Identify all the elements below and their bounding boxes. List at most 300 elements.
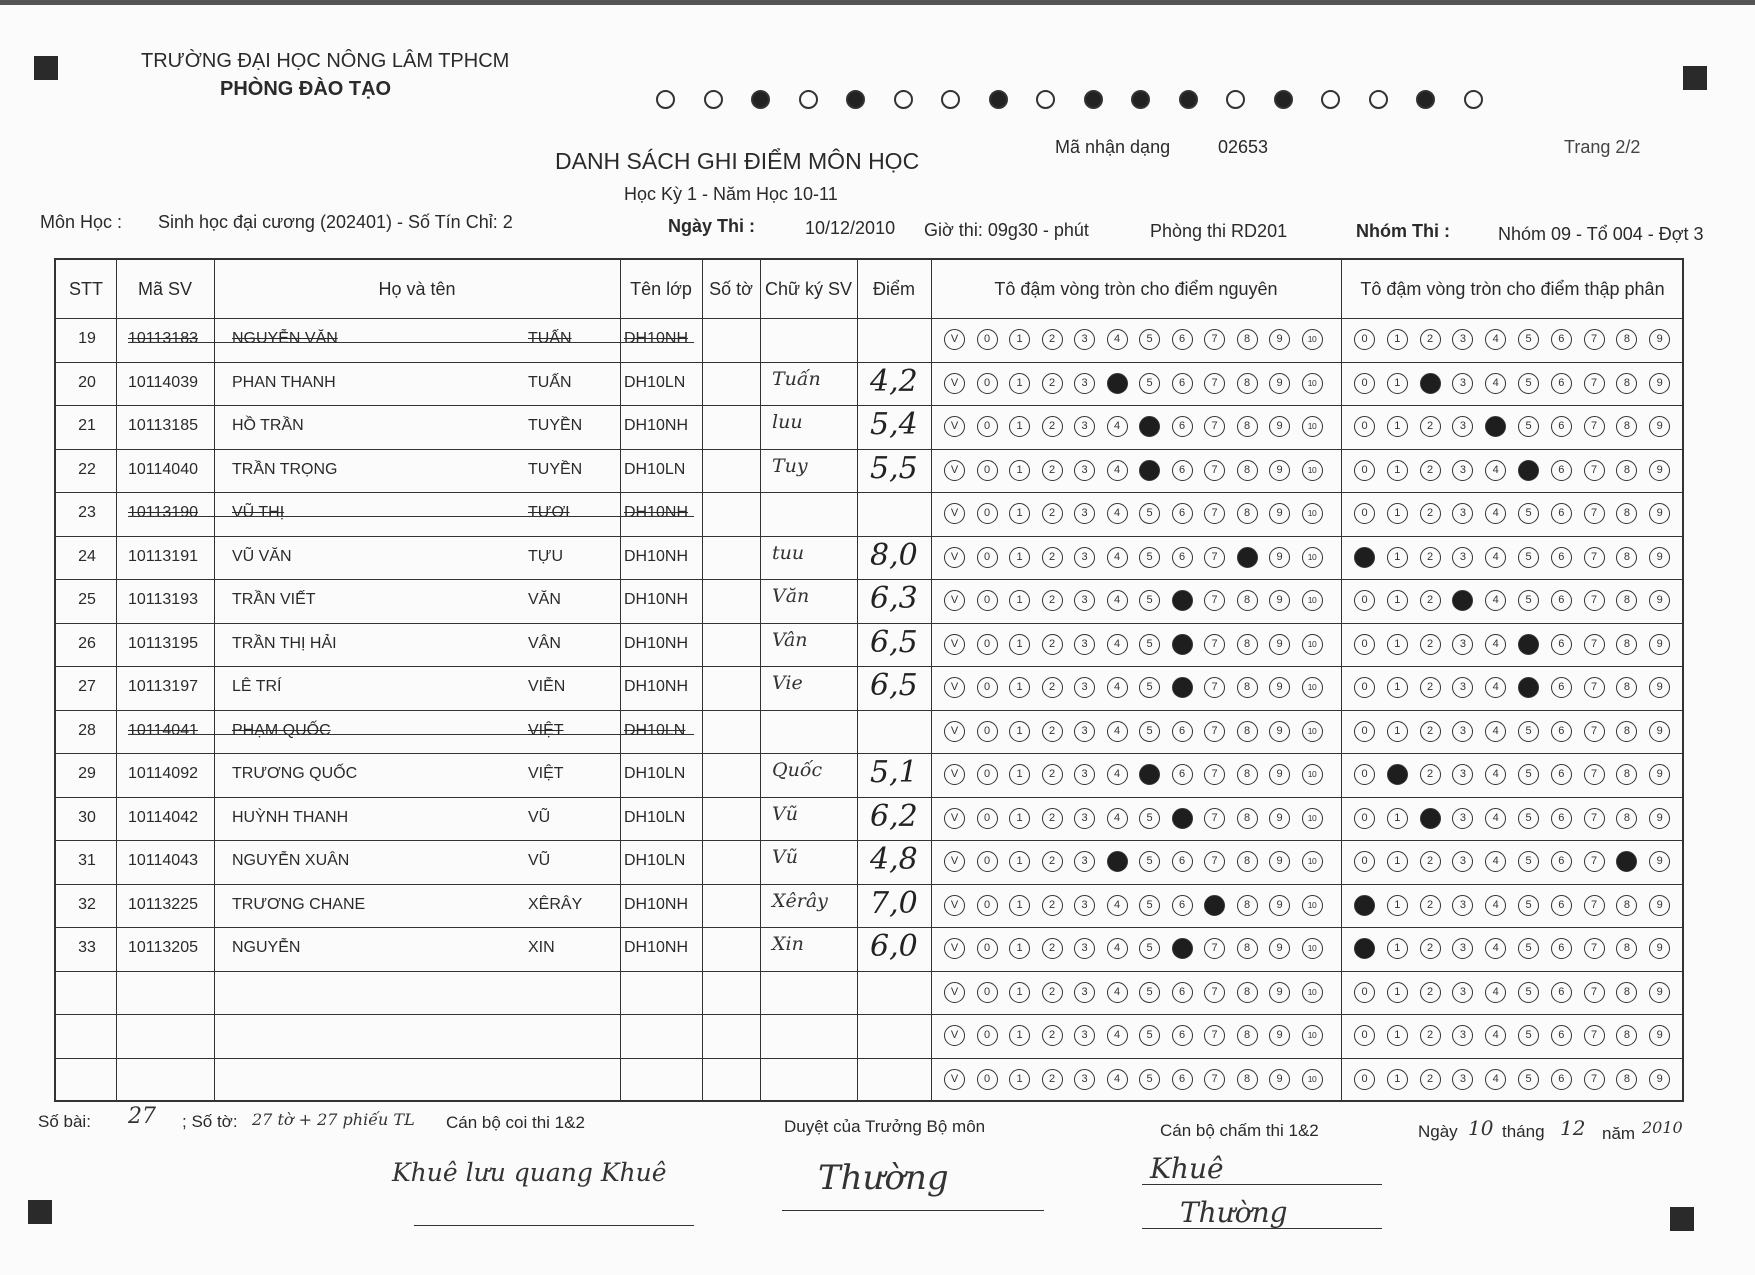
- integer-bubble[interactable]: 4: [1107, 721, 1128, 742]
- decimal-bubble[interactable]: 8: [1616, 1069, 1637, 1090]
- decimal-bubble[interactable]: 5: [1518, 982, 1539, 1003]
- integer-bubble[interactable]: 9: [1269, 808, 1290, 829]
- integer-bubble[interactable]: 0: [977, 808, 998, 829]
- decimal-bubble[interactable]: 8: [1616, 938, 1637, 959]
- integer-bubble[interactable]: 9: [1269, 851, 1290, 872]
- decimal-bubble[interactable]: 4: [1485, 764, 1506, 785]
- decimal-bubble[interactable]: 8: [1616, 634, 1637, 655]
- decimal-bubble[interactable]: 7: [1584, 677, 1605, 698]
- decimal-bubble[interactable]: 3: [1452, 677, 1473, 698]
- integer-bubble[interactable]: V: [944, 634, 965, 655]
- integer-bubble[interactable]: 1: [1009, 1025, 1030, 1046]
- integer-bubble[interactable]: 1: [1009, 373, 1030, 394]
- integer-bubble[interactable]: 7: [1204, 677, 1225, 698]
- integer-bubble[interactable]: 1: [1009, 329, 1030, 350]
- integer-bubble[interactable]: 0: [977, 503, 998, 524]
- decimal-bubble[interactable]: 5: [1518, 851, 1539, 872]
- decimal-bubble[interactable]: 2: [1420, 503, 1441, 524]
- decimal-bubble[interactable]: 3: [1452, 764, 1473, 785]
- decimal-bubble[interactable]: 8: [1616, 808, 1637, 829]
- integer-bubble[interactable]: 9: [1269, 547, 1290, 568]
- decimal-bubble[interactable]: 2: [1420, 851, 1441, 872]
- decimal-bubble[interactable]: 1: [1387, 764, 1408, 785]
- integer-bubble[interactable]: 4: [1107, 851, 1128, 872]
- integer-bubble[interactable]: 2: [1042, 503, 1063, 524]
- integer-bubble[interactable]: 6: [1172, 329, 1193, 350]
- integer-bubble[interactable]: 8: [1237, 982, 1258, 1003]
- decimal-bubble[interactable]: 1: [1387, 634, 1408, 655]
- integer-bubble[interactable]: V: [944, 547, 965, 568]
- integer-bubble[interactable]: 8: [1237, 1025, 1258, 1046]
- decimal-bubble[interactable]: 2: [1420, 416, 1441, 437]
- decimal-bubble[interactable]: 6: [1551, 982, 1572, 1003]
- integer-bubble[interactable]: V: [944, 677, 965, 698]
- decimal-bubble[interactable]: 0: [1354, 851, 1375, 872]
- integer-bubble[interactable]: 8: [1237, 503, 1258, 524]
- integer-bubble[interactable]: V: [944, 808, 965, 829]
- integer-bubble[interactable]: 3: [1074, 764, 1095, 785]
- integer-bubble[interactable]: 0: [977, 547, 998, 568]
- decimal-bubble[interactable]: 5: [1518, 895, 1539, 916]
- integer-bubble[interactable]: 2: [1042, 982, 1063, 1003]
- integer-bubble[interactable]: 10: [1302, 677, 1323, 698]
- integer-bubble[interactable]: 7: [1204, 503, 1225, 524]
- integer-bubble[interactable]: 5: [1139, 808, 1160, 829]
- integer-bubble[interactable]: 9: [1269, 329, 1290, 350]
- decimal-bubble[interactable]: 5: [1518, 634, 1539, 655]
- integer-bubble[interactable]: 4: [1107, 895, 1128, 916]
- decimal-bubble[interactable]: 0: [1354, 416, 1375, 437]
- integer-bubble[interactable]: 2: [1042, 373, 1063, 394]
- decimal-bubble[interactable]: 3: [1452, 416, 1473, 437]
- decimal-bubble[interactable]: 7: [1584, 851, 1605, 872]
- integer-bubble[interactable]: 9: [1269, 895, 1290, 916]
- decimal-bubble[interactable]: 1: [1387, 460, 1408, 481]
- decimal-bubble[interactable]: 8: [1616, 373, 1637, 394]
- integer-bubble[interactable]: 5: [1139, 460, 1160, 481]
- integer-bubble[interactable]: 10: [1302, 634, 1323, 655]
- integer-bubble[interactable]: 2: [1042, 721, 1063, 742]
- decimal-bubble[interactable]: 8: [1616, 982, 1637, 1003]
- decimal-bubble[interactable]: 9: [1649, 851, 1670, 872]
- decimal-bubble[interactable]: 5: [1518, 416, 1539, 437]
- integer-bubble[interactable]: 7: [1204, 895, 1225, 916]
- decimal-bubble[interactable]: 4: [1485, 590, 1506, 611]
- integer-bubble[interactable]: 9: [1269, 416, 1290, 437]
- decimal-bubble[interactable]: 4: [1485, 1025, 1506, 1046]
- integer-bubble[interactable]: 8: [1237, 547, 1258, 568]
- decimal-bubble[interactable]: 7: [1584, 982, 1605, 1003]
- decimal-bubble[interactable]: 9: [1649, 982, 1670, 1003]
- integer-bubble[interactable]: 2: [1042, 764, 1063, 785]
- decimal-bubble[interactable]: 6: [1551, 503, 1572, 524]
- decimal-bubble[interactable]: 9: [1649, 590, 1670, 611]
- integer-bubble[interactable]: 10: [1302, 721, 1323, 742]
- decimal-bubble[interactable]: 9: [1649, 416, 1670, 437]
- decimal-bubble[interactable]: 1: [1387, 1025, 1408, 1046]
- integer-bubble[interactable]: 7: [1204, 721, 1225, 742]
- integer-bubble[interactable]: 5: [1139, 329, 1160, 350]
- integer-bubble[interactable]: V: [944, 416, 965, 437]
- integer-bubble[interactable]: 3: [1074, 677, 1095, 698]
- decimal-bubble[interactable]: 3: [1452, 895, 1473, 916]
- integer-bubble[interactable]: 4: [1107, 1069, 1128, 1090]
- integer-bubble[interactable]: V: [944, 1025, 965, 1046]
- integer-bubble[interactable]: 0: [977, 895, 998, 916]
- integer-bubble[interactable]: 5: [1139, 590, 1160, 611]
- decimal-bubble[interactable]: 3: [1452, 721, 1473, 742]
- integer-bubble[interactable]: 2: [1042, 1069, 1063, 1090]
- decimal-bubble[interactable]: 1: [1387, 851, 1408, 872]
- decimal-bubble[interactable]: 5: [1518, 503, 1539, 524]
- decimal-bubble[interactable]: 6: [1551, 677, 1572, 698]
- integer-bubble[interactable]: 10: [1302, 590, 1323, 611]
- decimal-bubble[interactable]: 8: [1616, 416, 1637, 437]
- decimal-bubble[interactable]: 1: [1387, 721, 1408, 742]
- decimal-bubble[interactable]: 7: [1584, 1025, 1605, 1046]
- decimal-bubble[interactable]: 8: [1616, 764, 1637, 785]
- decimal-bubble[interactable]: 3: [1452, 373, 1473, 394]
- decimal-bubble[interactable]: 9: [1649, 764, 1670, 785]
- integer-bubble[interactable]: 1: [1009, 982, 1030, 1003]
- decimal-bubble[interactable]: 8: [1616, 590, 1637, 611]
- integer-bubble[interactable]: 1: [1009, 721, 1030, 742]
- integer-bubble[interactable]: 9: [1269, 764, 1290, 785]
- integer-bubble[interactable]: 8: [1237, 721, 1258, 742]
- integer-bubble[interactable]: 3: [1074, 1069, 1095, 1090]
- decimal-bubble[interactable]: 5: [1518, 764, 1539, 785]
- decimal-bubble[interactable]: 4: [1485, 329, 1506, 350]
- decimal-bubble[interactable]: 7: [1584, 1069, 1605, 1090]
- decimal-bubble[interactable]: 0: [1354, 547, 1375, 568]
- integer-bubble[interactable]: 5: [1139, 547, 1160, 568]
- integer-bubble[interactable]: 2: [1042, 460, 1063, 481]
- integer-bubble[interactable]: 2: [1042, 938, 1063, 959]
- integer-bubble[interactable]: 1: [1009, 895, 1030, 916]
- integer-bubble[interactable]: 3: [1074, 590, 1095, 611]
- decimal-bubble[interactable]: 2: [1420, 721, 1441, 742]
- integer-bubble[interactable]: 5: [1139, 895, 1160, 916]
- decimal-bubble[interactable]: 2: [1420, 808, 1441, 829]
- decimal-bubble[interactable]: 1: [1387, 938, 1408, 959]
- decimal-bubble[interactable]: 6: [1551, 460, 1572, 481]
- integer-bubble[interactable]: 8: [1237, 764, 1258, 785]
- integer-bubble[interactable]: 0: [977, 982, 998, 1003]
- integer-bubble[interactable]: 6: [1172, 590, 1193, 611]
- decimal-bubble[interactable]: 0: [1354, 677, 1375, 698]
- integer-bubble[interactable]: 2: [1042, 1025, 1063, 1046]
- integer-bubble[interactable]: 3: [1074, 1025, 1095, 1046]
- decimal-bubble[interactable]: 7: [1584, 503, 1605, 524]
- integer-bubble[interactable]: 7: [1204, 329, 1225, 350]
- decimal-bubble[interactable]: 7: [1584, 373, 1605, 394]
- decimal-bubble[interactable]: 0: [1354, 764, 1375, 785]
- integer-bubble[interactable]: 1: [1009, 634, 1030, 655]
- integer-bubble[interactable]: 6: [1172, 547, 1193, 568]
- decimal-bubble[interactable]: 6: [1551, 547, 1572, 568]
- decimal-bubble[interactable]: 7: [1584, 547, 1605, 568]
- integer-bubble[interactable]: 2: [1042, 851, 1063, 872]
- decimal-bubble[interactable]: 1: [1387, 895, 1408, 916]
- integer-bubble[interactable]: 7: [1204, 1069, 1225, 1090]
- decimal-bubble[interactable]: 5: [1518, 460, 1539, 481]
- decimal-bubble[interactable]: 3: [1452, 851, 1473, 872]
- integer-bubble[interactable]: 0: [977, 634, 998, 655]
- integer-bubble[interactable]: 9: [1269, 721, 1290, 742]
- decimal-bubble[interactable]: 6: [1551, 416, 1572, 437]
- decimal-bubble[interactable]: 4: [1485, 721, 1506, 742]
- decimal-bubble[interactable]: 4: [1485, 895, 1506, 916]
- decimal-bubble[interactable]: 0: [1354, 721, 1375, 742]
- integer-bubble[interactable]: 6: [1172, 503, 1193, 524]
- integer-bubble[interactable]: 4: [1107, 460, 1128, 481]
- integer-bubble[interactable]: 10: [1302, 938, 1323, 959]
- decimal-bubble[interactable]: 4: [1485, 460, 1506, 481]
- integer-bubble[interactable]: V: [944, 895, 965, 916]
- decimal-bubble[interactable]: 4: [1485, 851, 1506, 872]
- integer-bubble[interactable]: 0: [977, 329, 998, 350]
- integer-bubble[interactable]: 6: [1172, 1069, 1193, 1090]
- integer-bubble[interactable]: 3: [1074, 373, 1095, 394]
- decimal-bubble[interactable]: 1: [1387, 677, 1408, 698]
- decimal-bubble[interactable]: 2: [1420, 634, 1441, 655]
- integer-bubble[interactable]: 7: [1204, 851, 1225, 872]
- decimal-bubble[interactable]: 0: [1354, 982, 1375, 1003]
- decimal-bubble[interactable]: 3: [1452, 460, 1473, 481]
- integer-bubble[interactable]: 7: [1204, 416, 1225, 437]
- decimal-bubble[interactable]: 6: [1551, 634, 1572, 655]
- integer-bubble[interactable]: 10: [1302, 764, 1323, 785]
- decimal-bubble[interactable]: 9: [1649, 1069, 1670, 1090]
- decimal-bubble[interactable]: 0: [1354, 1069, 1375, 1090]
- integer-bubble[interactable]: 9: [1269, 1025, 1290, 1046]
- decimal-bubble[interactable]: 3: [1452, 982, 1473, 1003]
- integer-bubble[interactable]: 3: [1074, 938, 1095, 959]
- decimal-bubble[interactable]: 2: [1420, 982, 1441, 1003]
- decimal-bubble[interactable]: 4: [1485, 634, 1506, 655]
- integer-bubble[interactable]: 0: [977, 460, 998, 481]
- integer-bubble[interactable]: 9: [1269, 590, 1290, 611]
- decimal-bubble[interactable]: 9: [1649, 721, 1670, 742]
- decimal-bubble[interactable]: 2: [1420, 373, 1441, 394]
- integer-bubble[interactable]: V: [944, 1069, 965, 1090]
- integer-bubble[interactable]: 6: [1172, 982, 1193, 1003]
- integer-bubble[interactable]: 0: [977, 764, 998, 785]
- decimal-bubble[interactable]: 3: [1452, 808, 1473, 829]
- integer-bubble[interactable]: 4: [1107, 416, 1128, 437]
- decimal-bubble[interactable]: 4: [1485, 1069, 1506, 1090]
- integer-bubble[interactable]: 6: [1172, 373, 1193, 394]
- decimal-bubble[interactable]: 0: [1354, 895, 1375, 916]
- decimal-bubble[interactable]: 3: [1452, 503, 1473, 524]
- integer-bubble[interactable]: 1: [1009, 808, 1030, 829]
- integer-bubble[interactable]: V: [944, 590, 965, 611]
- integer-bubble[interactable]: 9: [1269, 938, 1290, 959]
- integer-bubble[interactable]: 9: [1269, 634, 1290, 655]
- decimal-bubble[interactable]: 7: [1584, 895, 1605, 916]
- integer-bubble[interactable]: V: [944, 764, 965, 785]
- decimal-bubble[interactable]: 8: [1616, 503, 1637, 524]
- decimal-bubble[interactable]: 9: [1649, 895, 1670, 916]
- integer-bubble[interactable]: 7: [1204, 634, 1225, 655]
- integer-bubble[interactable]: 7: [1204, 373, 1225, 394]
- integer-bubble[interactable]: 0: [977, 721, 998, 742]
- integer-bubble[interactable]: 3: [1074, 895, 1095, 916]
- decimal-bubble[interactable]: 1: [1387, 547, 1408, 568]
- integer-bubble[interactable]: 0: [977, 938, 998, 959]
- decimal-bubble[interactable]: 2: [1420, 764, 1441, 785]
- decimal-bubble[interactable]: 6: [1551, 329, 1572, 350]
- integer-bubble[interactable]: 1: [1009, 1069, 1030, 1090]
- integer-bubble[interactable]: 4: [1107, 982, 1128, 1003]
- decimal-bubble[interactable]: 0: [1354, 590, 1375, 611]
- decimal-bubble[interactable]: 6: [1551, 1069, 1572, 1090]
- integer-bubble[interactable]: 6: [1172, 460, 1193, 481]
- decimal-bubble[interactable]: 1: [1387, 590, 1408, 611]
- decimal-bubble[interactable]: 5: [1518, 1025, 1539, 1046]
- decimal-bubble[interactable]: 6: [1551, 373, 1572, 394]
- decimal-bubble[interactable]: 2: [1420, 677, 1441, 698]
- integer-bubble[interactable]: 9: [1269, 460, 1290, 481]
- decimal-bubble[interactable]: 4: [1485, 677, 1506, 698]
- integer-bubble[interactable]: 4: [1107, 634, 1128, 655]
- integer-bubble[interactable]: 5: [1139, 938, 1160, 959]
- decimal-bubble[interactable]: 6: [1551, 808, 1572, 829]
- decimal-bubble[interactable]: 9: [1649, 677, 1670, 698]
- integer-bubble[interactable]: 0: [977, 1069, 998, 1090]
- decimal-bubble[interactable]: 1: [1387, 373, 1408, 394]
- decimal-bubble[interactable]: 6: [1551, 851, 1572, 872]
- decimal-bubble[interactable]: 0: [1354, 634, 1375, 655]
- integer-bubble[interactable]: 6: [1172, 416, 1193, 437]
- decimal-bubble[interactable]: 1: [1387, 329, 1408, 350]
- decimal-bubble[interactable]: 2: [1420, 460, 1441, 481]
- decimal-bubble[interactable]: 8: [1616, 460, 1637, 481]
- integer-bubble[interactable]: 8: [1237, 895, 1258, 916]
- decimal-bubble[interactable]: 3: [1452, 1025, 1473, 1046]
- decimal-bubble[interactable]: 7: [1584, 460, 1605, 481]
- decimal-bubble[interactable]: 5: [1518, 677, 1539, 698]
- integer-bubble[interactable]: 3: [1074, 329, 1095, 350]
- integer-bubble[interactable]: 5: [1139, 634, 1160, 655]
- decimal-bubble[interactable]: 7: [1584, 808, 1605, 829]
- decimal-bubble[interactable]: 8: [1616, 329, 1637, 350]
- integer-bubble[interactable]: 6: [1172, 764, 1193, 785]
- decimal-bubble[interactable]: 1: [1387, 808, 1408, 829]
- integer-bubble[interactable]: V: [944, 851, 965, 872]
- integer-bubble[interactable]: 4: [1107, 590, 1128, 611]
- decimal-bubble[interactable]: 4: [1485, 373, 1506, 394]
- decimal-bubble[interactable]: 2: [1420, 1025, 1441, 1046]
- integer-bubble[interactable]: 4: [1107, 808, 1128, 829]
- decimal-bubble[interactable]: 3: [1452, 329, 1473, 350]
- integer-bubble[interactable]: 6: [1172, 938, 1193, 959]
- integer-bubble[interactable]: 1: [1009, 547, 1030, 568]
- integer-bubble[interactable]: 6: [1172, 851, 1193, 872]
- integer-bubble[interactable]: 4: [1107, 764, 1128, 785]
- decimal-bubble[interactable]: 0: [1354, 460, 1375, 481]
- decimal-bubble[interactable]: 9: [1649, 1025, 1670, 1046]
- decimal-bubble[interactable]: 1: [1387, 503, 1408, 524]
- integer-bubble[interactable]: 2: [1042, 416, 1063, 437]
- integer-bubble[interactable]: 2: [1042, 634, 1063, 655]
- integer-bubble[interactable]: 7: [1204, 1025, 1225, 1046]
- integer-bubble[interactable]: 0: [977, 416, 998, 437]
- decimal-bubble[interactable]: 9: [1649, 329, 1670, 350]
- integer-bubble[interactable]: 4: [1107, 503, 1128, 524]
- integer-bubble[interactable]: 0: [977, 851, 998, 872]
- integer-bubble[interactable]: 8: [1237, 329, 1258, 350]
- integer-bubble[interactable]: 2: [1042, 329, 1063, 350]
- integer-bubble[interactable]: 10: [1302, 460, 1323, 481]
- integer-bubble[interactable]: 5: [1139, 1069, 1160, 1090]
- integer-bubble[interactable]: 3: [1074, 982, 1095, 1003]
- integer-bubble[interactable]: 10: [1302, 982, 1323, 1003]
- integer-bubble[interactable]: 10: [1302, 1025, 1323, 1046]
- decimal-bubble[interactable]: 0: [1354, 808, 1375, 829]
- integer-bubble[interactable]: 10: [1302, 895, 1323, 916]
- integer-bubble[interactable]: 3: [1074, 634, 1095, 655]
- integer-bubble[interactable]: 5: [1139, 982, 1160, 1003]
- integer-bubble[interactable]: 2: [1042, 590, 1063, 611]
- integer-bubble[interactable]: 2: [1042, 895, 1063, 916]
- decimal-bubble[interactable]: 6: [1551, 721, 1572, 742]
- integer-bubble[interactable]: 9: [1269, 1069, 1290, 1090]
- integer-bubble[interactable]: 7: [1204, 982, 1225, 1003]
- decimal-bubble[interactable]: 2: [1420, 895, 1441, 916]
- decimal-bubble[interactable]: 8: [1616, 677, 1637, 698]
- integer-bubble[interactable]: 5: [1139, 373, 1160, 394]
- decimal-bubble[interactable]: 5: [1518, 373, 1539, 394]
- integer-bubble[interactable]: 3: [1074, 416, 1095, 437]
- decimal-bubble[interactable]: 8: [1616, 851, 1637, 872]
- integer-bubble[interactable]: 8: [1237, 851, 1258, 872]
- integer-bubble[interactable]: 7: [1204, 547, 1225, 568]
- integer-bubble[interactable]: 4: [1107, 373, 1128, 394]
- integer-bubble[interactable]: 8: [1237, 677, 1258, 698]
- integer-bubble[interactable]: 9: [1269, 677, 1290, 698]
- decimal-bubble[interactable]: 9: [1649, 634, 1670, 655]
- integer-bubble[interactable]: 4: [1107, 938, 1128, 959]
- decimal-bubble[interactable]: 5: [1518, 329, 1539, 350]
- integer-bubble[interactable]: 10: [1302, 503, 1323, 524]
- integer-bubble[interactable]: V: [944, 503, 965, 524]
- integer-bubble[interactable]: 8: [1237, 590, 1258, 611]
- integer-bubble[interactable]: 3: [1074, 721, 1095, 742]
- decimal-bubble[interactable]: 4: [1485, 547, 1506, 568]
- integer-bubble[interactable]: 0: [977, 373, 998, 394]
- decimal-bubble[interactable]: 6: [1551, 1025, 1572, 1046]
- integer-bubble[interactable]: 8: [1237, 938, 1258, 959]
- integer-bubble[interactable]: 6: [1172, 895, 1193, 916]
- integer-bubble[interactable]: 1: [1009, 677, 1030, 698]
- decimal-bubble[interactable]: 6: [1551, 590, 1572, 611]
- decimal-bubble[interactable]: 5: [1518, 547, 1539, 568]
- integer-bubble[interactable]: 6: [1172, 808, 1193, 829]
- integer-bubble[interactable]: V: [944, 329, 965, 350]
- integer-bubble[interactable]: 1: [1009, 590, 1030, 611]
- decimal-bubble[interactable]: 0: [1354, 503, 1375, 524]
- integer-bubble[interactable]: 10: [1302, 547, 1323, 568]
- integer-bubble[interactable]: 1: [1009, 851, 1030, 872]
- decimal-bubble[interactable]: 4: [1485, 808, 1506, 829]
- integer-bubble[interactable]: 8: [1237, 373, 1258, 394]
- integer-bubble[interactable]: 10: [1302, 329, 1323, 350]
- integer-bubble[interactable]: 4: [1107, 329, 1128, 350]
- decimal-bubble[interactable]: 9: [1649, 808, 1670, 829]
- decimal-bubble[interactable]: 2: [1420, 547, 1441, 568]
- decimal-bubble[interactable]: 3: [1452, 938, 1473, 959]
